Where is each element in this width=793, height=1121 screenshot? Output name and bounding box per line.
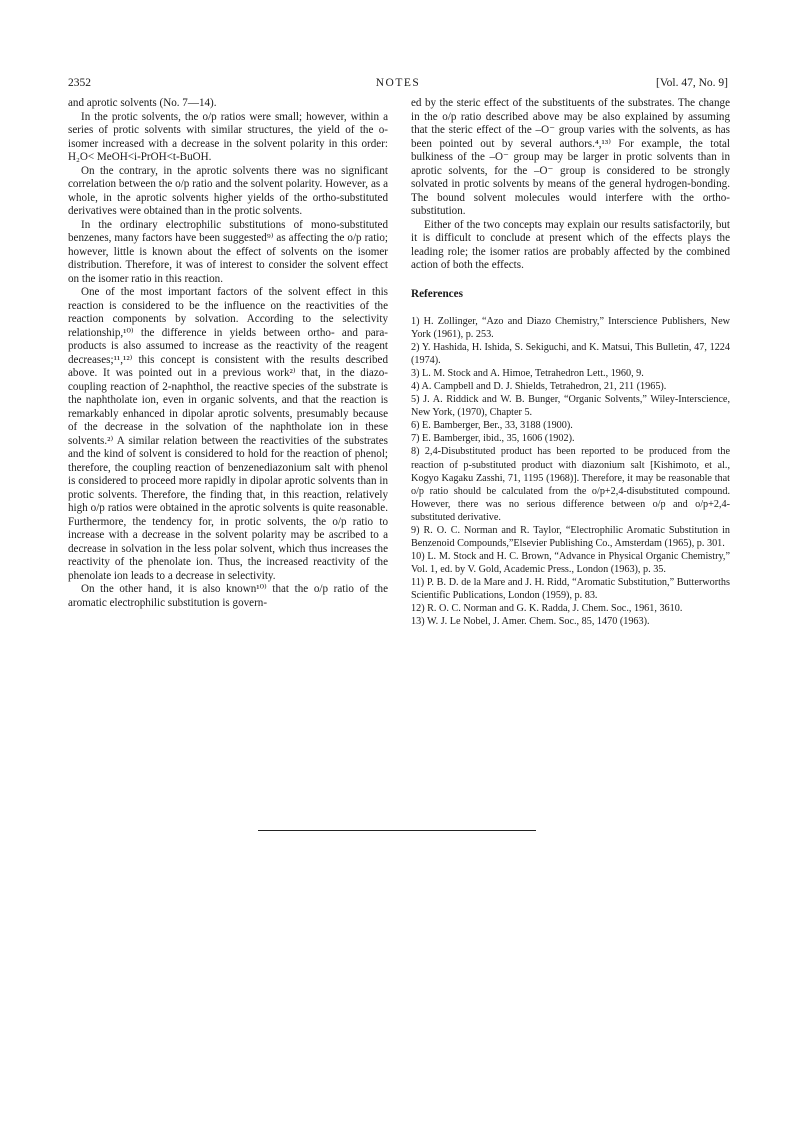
- references-heading: References: [411, 287, 463, 300]
- paragraph: On the other hand, it is also known¹⁰⁾ that the o/p ratio of the aromatic electrophilic substitution is govern-: [68, 583, 388, 609]
- left-column: [68, 97, 388, 610]
- reference-item: 2) Y. Hashida, H. Ishida, S. Sekiguchi, and K. Matsui, This Bulletin, 47, 1224 (1974).: [411, 342, 730, 367]
- end-rule: [258, 830, 536, 831]
- volume-label: [Vol. 47, No. 9]: [656, 77, 728, 89]
- reference-item: 8) 2,4-Disubstituted product has been reported to be produced from the reaction of p-substituted product with diazonium salt [Kishimoto, et al., Kogyo Kagaku Zasshi, 71, 1195 (1968)]. Therefore, it may be reasonable that o/p ratio should be calculated from the o/p+2,4-disubstituted compound. However, there was no serious difference between o/p and o/p+2,4-substituted derivative.: [411, 446, 730, 523]
- page-header: [68, 75, 728, 91]
- reference-item: 4) A. Campbell and D. J. Shields, Tetrahedron, 21, 211 (1965).: [411, 381, 667, 393]
- reference-item: 11) P. B. D. de la Mare and J. H. Ridd, “Aromatic Substitution,” Butterworths Scientific Publications, London (1959), p. 83.: [411, 576, 730, 601]
- paragraph: In the ordinary electrophilic substitutions of mono-substituted benzenes, many factors have been suggested⁹⁾ as affecting the o/p ratio; however, little is known about the effect of solvents on the isomer distribution. Therefore, it was of interest to consider the solvent effect on the isomer ratio in this reaction.: [68, 218, 388, 285]
- reference-item: 9) R. O. C. Norman and R. Taylor, “Electrophilic Aromatic Substitution in Benzenoid Compounds,”Elsevier Publishing Co., Amsterdam (1965), p. 301.: [411, 524, 730, 549]
- paragraph: ed by the steric effect of the substituents of the substrates. The change in the o/p ratio described above may be also explained by assuming that the steric effect of the –O⁻ group varies with the solvents, as has been pointed out by several authors.⁴,¹³⁾ For example, the total bulkiness of the –O⁻ group may be larger in protic solvents than in aprotic solvents, for the –O⁻ group is considered to be strongly solvated in protic solvents by means of the general hydrogen-bonding. The bound solvent molecules would interfere with the ortho-substitution.: [411, 97, 730, 217]
- reference-item: 5) J. A. Riddick and W. B. Bunger, “Organic Solvents,” Wiley-Interscience, New York, (1970), Chapter 5.: [411, 394, 730, 419]
- reference-item: 12) R. O. C. Norman and G. K. Radda, J. Chem. Soc., 1961, 3610.: [411, 603, 683, 615]
- reference-list: [411, 315, 730, 628]
- paragraph: In the protic solvents, the o/p ratios were small; however, within a series of protic solvents with similar structures, the yield of the o-isomer increased with a decrease in the solvent polarity in this order: H₂O< MeOH<i-PrOH<t-BuOH.: [68, 110, 388, 163]
- reference-item: 10) L. M. Stock and H. C. Brown, “Advance in Physical Organic Chemistry,” Vol. 1, ed. by V. Gold, Academic Press., London (1963), p. 35.: [411, 550, 730, 575]
- reference-item: 1) H. Zollinger, “Azo and Diazo Chemistry,” Interscience Publishers, New York (1961), p. 253.: [411, 316, 730, 341]
- paragraph: and aprotic solvents (No. 7—14).: [68, 97, 217, 109]
- page-number: 2352: [68, 77, 91, 89]
- reference-item: 7) E. Bamberger, ibid., 35, 1606 (1902).: [411, 433, 575, 445]
- running-title: NOTES: [375, 77, 421, 89]
- right-column: [411, 97, 730, 628]
- paragraph: One of the most important factors of the solvent effect in this reaction is considered to be the influence on the reactivities of the reaction components by solvation. According to the selectivity relationship,¹⁰⁾ the difference in yields between ortho- and para-products is also assumed to increase as the reactivity of the reagent decreases;¹¹,¹²⁾ this concept is consistent with the results described above. It was pointed out in a previous work²⁾ that, in the diazo-coupling reaction of 2-naphthol, the reactive species of the substrate is the naphtholate ion, even in organic solvents, and that the reaction is remarkably enhanced in dipolar aprotic solvents, presumably because of the decrease in the solvation of the naphtholate ion in these solvents.²⁾ A similar relation between the reactivities of the substrates and the kind of solvent is considered to hold for the reaction of phenol; therefore, the coupling reaction of benzenediazonium salt with phenol is considered to proceed more rapidly in dipolar aprotic solvents than in protic solvents. Therefore, the finding that, in this reaction, relatively high o/p ratios were obtained in the aprotic solvents is quite reasonable. Furthermore, the tendency for, in protic solvents, the o/p ratio to increase with a decrease in the solvent polarity may be ascribed to a decrease in solvation in the less polar solvent, which thus increases the reactivity of the phenolate ion. Thus, the increased reactivity of the phenolate ion leads to a decrease in selectivity.: [68, 286, 388, 582]
- paragraph: On the contrary, in the aprotic solvents there was no significant correlation between the o/p ratio and the solvent polarity. However, as a whole, in the aprotic solvents higher yields of the ortho-substituted derivatives were obtained than in the protic solvents.: [68, 164, 388, 217]
- paragraph: Either of the two concepts may explain our results satisfactorily, but it is difficult to conclude at present which of the effects plays the leading role; the isomer ratios are probably affected by the combined action of both the effects.: [411, 218, 730, 271]
- reference-item: 3) L. M. Stock and A. Himoe, Tetrahedron Lett., 1960, 9.: [411, 368, 644, 380]
- reference-item: 6) E. Bamberger, Ber., 33, 3188 (1900).: [411, 420, 573, 432]
- reference-item: 13) W. J. Le Nobel, J. Amer. Chem. Soc., 85, 1470 (1963).: [411, 616, 650, 628]
